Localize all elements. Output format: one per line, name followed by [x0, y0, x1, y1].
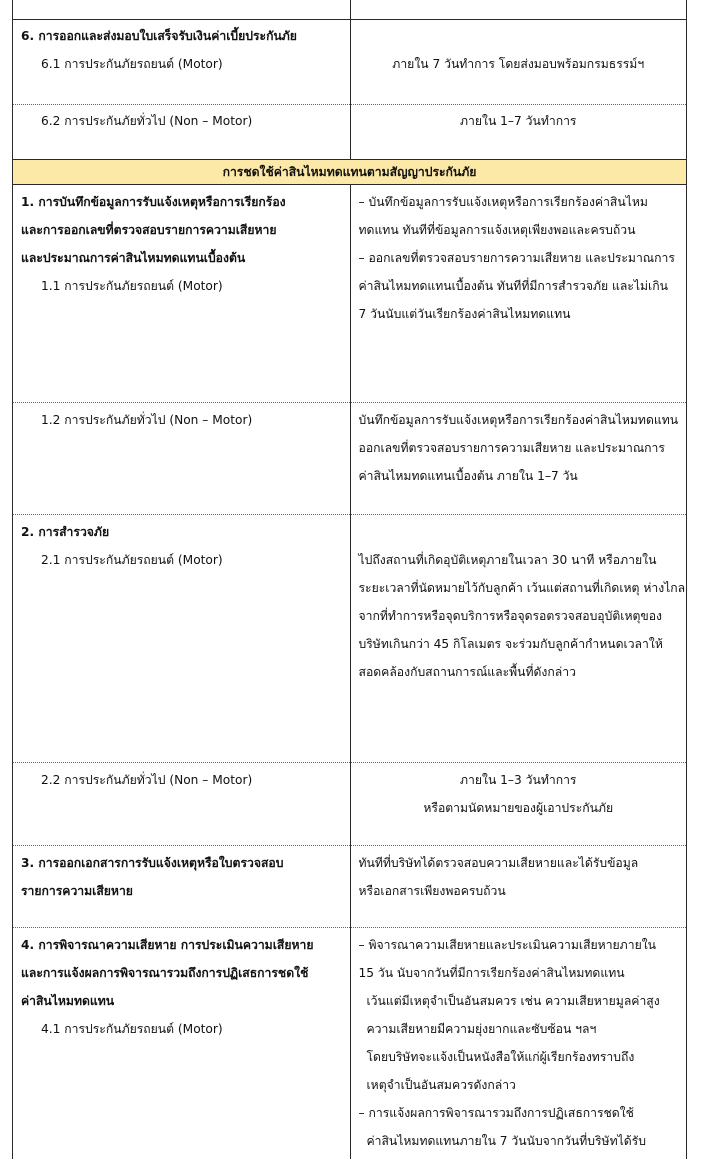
table-row-section6-motor — [13, 19, 687, 104]
item3-value-line2: หรือเอกสารเพียงพอครบถ้วน — [358, 883, 506, 898]
section6-motor-label: 6.1 การประกันภัยรถยนต์ (Motor) — [41, 56, 223, 71]
item4-value-line5: โดยบริษัทจะแจ้งเป็นหนังสือให้แก่ผู้เรียกร้องทราบถึง — [366, 1049, 635, 1064]
item2-heading: 2. การสำรวจภัย — [21, 524, 110, 539]
table-row-section6-nonmotor — [13, 104, 687, 159]
table-row-claims-item1-motor — [13, 184, 687, 402]
table-row-claims-item1-nonmotor — [13, 402, 687, 514]
item4-heading-line1: 4. การพิจารณาความเสียหาย การประเมินความเสียหาย — [21, 937, 314, 952]
section6-heading: 6. การออกและส่งมอบใบเสร็จรับเงินค่าเบี้ยประกันภัย — [21, 28, 297, 43]
item4-value-line2: 15 วัน นับจากวันที่มีการเรียกร้องค่าสินไหมทดแทน — [358, 965, 625, 980]
item2-nonmotor-line1: ภายใน 1–3 วันทำการ — [460, 772, 577, 787]
item1-motor-line3: – ออกเลขที่ตรวจสอบรายการความเสียหาย และประมาณการ — [358, 250, 675, 265]
item4-motor-label: 4.1 การประกันภัยรถยนต์ (Motor) — [41, 1021, 223, 1036]
item4-value-line8: ค่าสินไหมทดแทนภายใน 7 วันนับจากวันที่บริษัทได้รับ — [366, 1133, 646, 1148]
item2-motor-line2: ระยะเวลาที่นัดหมายไว้กับลูกค้า เว้นแต่สถานที่เกิดเหตุ ห่างไกล — [358, 580, 686, 595]
item1-nonmotor-line3: ค่าสินไหมทดแทนเบื้องต้น ภายใน 1–7 วัน — [358, 468, 578, 483]
item4-value-line6: เหตุจำเป็นอันสมควรดังกล่าว — [366, 1077, 516, 1092]
table-row-claims-item3 — [13, 845, 687, 927]
item4-heading-line3: ค่าสินไหมทดแทน — [21, 993, 115, 1008]
item1-heading-line2: และการออกเลขที่ตรวจสอบรายการความเสียหาย — [21, 222, 277, 237]
claims-band-header — [13, 159, 687, 184]
item2-nonmotor-line2: หรือตามนัดหมายของผู้เอาประกันภัย — [423, 800, 614, 815]
item1-heading-line1: 1. การบันทึกข้อมูลการรับแจ้งเหตุหรือการเรียกร้อง — [21, 194, 286, 209]
item2-nonmotor-label: 2.2 การประกันภัยทั่วไป (Non – Motor) — [41, 772, 253, 787]
item4-heading-line2: และการแจ้งผลการพิจารณารวมถึงการปฏิเสธการชดใช้ — [21, 965, 309, 980]
item3-heading-line2: รายการความเสียหาย — [21, 883, 133, 898]
item3-heading-line1: 3. การออกเอกสารการรับแจ้งเหตุหรือใบตรวจสอบ — [21, 855, 284, 870]
item1-heading-line3: และประมาณการค่าสินไหมทดแทนเบื้องต้น — [21, 250, 246, 265]
item2-motor-line1: ไปถึงสถานที่เกิดอุบัติเหตุภายในเวลา 30 นาที หรือภายใน — [358, 552, 657, 567]
item2-motor-line4: บริษัทเกินกว่า 45 กิโลเมตร จะร่วมกับลูกค้ากำหนดเวลาให้ — [358, 636, 663, 651]
service-standards-table — [12, 0, 687, 1159]
section6-motor-value: ภายใน 7 วันทำการ โดยส่งมอบพร้อมกรมธรรม์ฯ — [392, 56, 645, 71]
table-row-claims-item2-motor — [13, 514, 687, 762]
table-row-top-partial — [13, 0, 687, 19]
item1-motor-line2: ทดแทน ทันทีที่ข้อมูลการแจ้งเหตุเพียงพอและครบถ้วน — [358, 222, 636, 237]
item4-value-line1: – พิจารณาความเสียหายและประเมินความเสียหายภายใน — [358, 937, 656, 952]
item1-motor-line1: – บันทึกข้อมูลการรับแจ้งเหตุหรือการเรียกร้องค่าสินไหม — [358, 194, 648, 209]
item1-motor-line5: 7 วันนับแต่วันเรียกร้องค่าสินไหมทดแทน — [358, 306, 571, 321]
item4-value-line7: – การแจ้งผลการพิจารณารวมถึงการปฏิเสธการชดใช้ — [358, 1105, 634, 1120]
claims-band-title: การชดใช้ค่าสินไหมทดแทนตามสัญญาประกันภัย — [222, 164, 477, 179]
item1-nonmotor-line1: บันทึกข้อมูลการรับแจ้งเหตุหรือการเรียกร้องค่าสินไหมทดแทน — [358, 412, 679, 427]
item2-motor-label: 2.1 การประกันภัยรถยนต์ (Motor) — [41, 552, 223, 567]
item3-value-line1: ทันทีที่บริษัทได้ตรวจสอบความเสียหายและได้รับข้อมูล — [358, 855, 639, 870]
item1-motor-label: 1.1 การประกันภัยรถยนต์ (Motor) — [41, 278, 223, 293]
item1-motor-line4: ค่าสินไหมทดแทนเบื้องต้น ทันทีที่มีการสำรวจภัย และไม่เกิน — [358, 278, 668, 293]
item4-value-line3: เว้นแต่มีเหตุจำเป็นอันสมควร เช่น ความเสียหายมูลค่าสูง — [366, 993, 660, 1008]
item1-nonmotor-line2: ออกเลขที่ตรวจสอบรายการความเสียหาย และประมาณการ — [358, 440, 665, 455]
table-row-claims-item2-nonmotor — [13, 762, 687, 845]
section6-nonmotor-label: 6.2 การประกันภัยทั่วไป (Non – Motor) — [41, 113, 253, 128]
item2-motor-line3: จากที่ทำการหรือจุดบริการหรือจุดรอตรวจสอบอุบัติเหตุของ — [358, 608, 662, 623]
section6-nonmotor-value: ภายใน 1–7 วันทำการ — [460, 113, 577, 128]
item1-nonmotor-label: 1.2 การประกันภัยทั่วไป (Non – Motor) — [41, 412, 253, 427]
item4-value-line4: ความเสียหายมีความยุ่งยากและซับซ้อน ฯลฯ — [366, 1021, 597, 1036]
table-row-claims-item4 — [13, 927, 687, 1159]
item2-motor-line5: สอดคล้องกับสถานการณ์และพื้นที่ดังกล่าว — [358, 664, 576, 679]
